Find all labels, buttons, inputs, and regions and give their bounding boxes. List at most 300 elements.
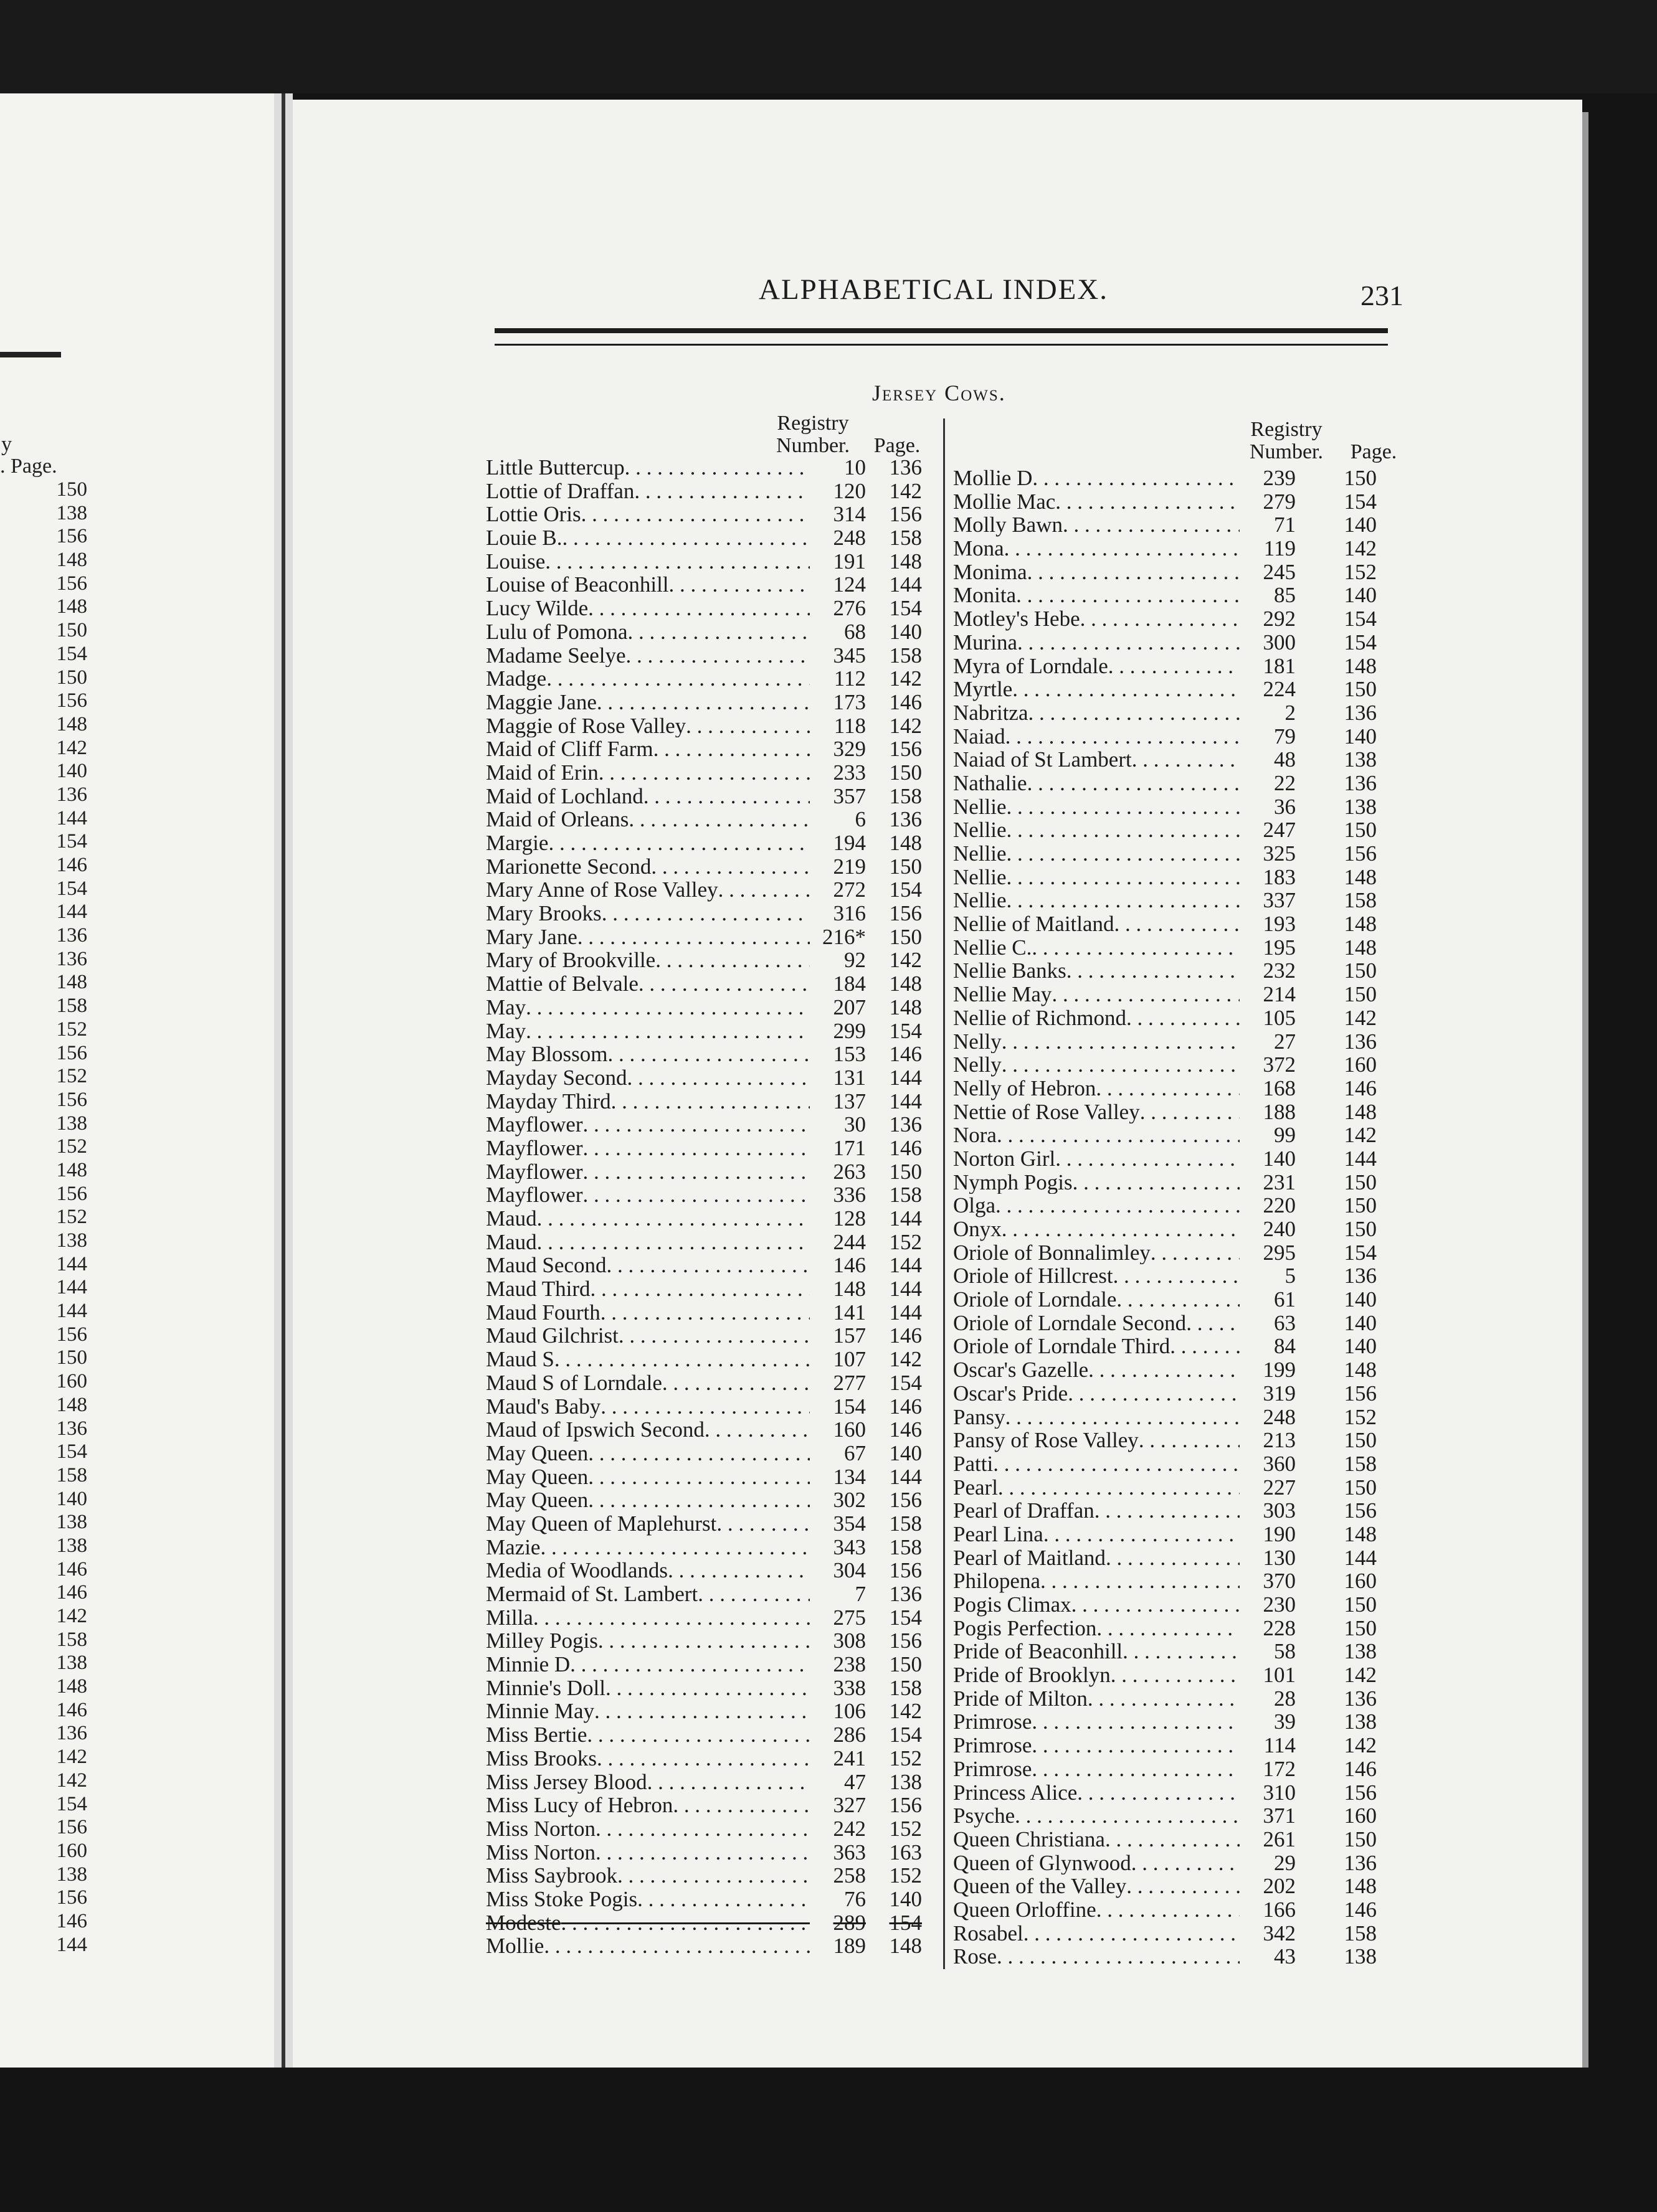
index-entry bbox=[953, 842, 1377, 866]
leader-dots bbox=[1088, 1358, 1240, 1382]
registry-number: 171 bbox=[833, 1135, 866, 1160]
leader-dots bbox=[596, 1817, 810, 1841]
page-reference: 140 bbox=[1344, 1287, 1377, 1312]
cow-name: May bbox=[486, 1019, 526, 1043]
right-page-header: Page. bbox=[1350, 440, 1397, 463]
left-page-page-number: 156 bbox=[56, 1816, 87, 1839]
registry-number: 92 bbox=[844, 948, 866, 973]
entry-name-cell bbox=[486, 1512, 810, 1536]
left-page-page-number: 154 bbox=[56, 830, 87, 853]
registry-number: 241 bbox=[833, 1746, 866, 1770]
page-reference: 154 bbox=[889, 1910, 922, 1935]
index-entry bbox=[953, 1264, 1377, 1288]
leader-dots bbox=[1094, 1499, 1240, 1523]
entry-name-cell bbox=[486, 456, 810, 480]
leader-dots bbox=[570, 1653, 810, 1676]
leader-dots bbox=[1027, 772, 1240, 795]
entry-name-cell bbox=[486, 1231, 810, 1254]
page-reference: 136 bbox=[1344, 1264, 1377, 1288]
cow-name: Oriole of Lorndale Third bbox=[953, 1335, 1170, 1359]
left-page-page-number: 148 bbox=[56, 1158, 87, 1181]
cow-name: Maud Gilchrist bbox=[486, 1324, 619, 1348]
entry-name-cell bbox=[486, 1934, 810, 1958]
cow-name: Miss Norton bbox=[486, 1817, 596, 1841]
index-entry bbox=[953, 1217, 1377, 1241]
entry-name-cell bbox=[486, 1606, 810, 1630]
entry-name-cell bbox=[953, 513, 1240, 537]
left-page-page-number: 158 bbox=[56, 995, 87, 1018]
page-reference: 154 bbox=[1344, 1240, 1377, 1265]
leader-dots bbox=[588, 1488, 810, 1512]
cow-name: Miss Brooks bbox=[486, 1746, 597, 1770]
registry-number: 277 bbox=[833, 1370, 866, 1395]
entry-name-cell bbox=[953, 1194, 1240, 1217]
page-reference: 140 bbox=[1344, 513, 1377, 537]
page-reference: 144 bbox=[889, 1206, 922, 1231]
leader-dots bbox=[1113, 1264, 1240, 1288]
leader-dots bbox=[587, 1723, 810, 1747]
leader-dots bbox=[637, 1888, 810, 1911]
cow-name: Maud S of Lorndale bbox=[486, 1371, 662, 1395]
registry-number: 329 bbox=[833, 737, 866, 762]
index-entry bbox=[953, 959, 1377, 983]
page-reference: 150 bbox=[1344, 1615, 1377, 1640]
right-registry-header: Registry Number. bbox=[1249, 418, 1324, 463]
leader-dots bbox=[653, 737, 810, 761]
cow-name: Philopena bbox=[953, 1569, 1040, 1594]
registry-number: 238 bbox=[833, 1652, 866, 1677]
registry-number: 272 bbox=[833, 877, 866, 902]
index-entry bbox=[953, 1898, 1377, 1922]
entry-name-cell bbox=[486, 1653, 810, 1676]
entry-name-cell bbox=[953, 1241, 1240, 1265]
page-reference: 138 bbox=[1344, 1944, 1377, 1969]
entry-name-cell bbox=[486, 1442, 810, 1465]
index-entry bbox=[486, 1559, 922, 1582]
registry-number: 131 bbox=[833, 1065, 866, 1090]
leader-dots bbox=[599, 761, 810, 785]
index-entry bbox=[486, 1418, 922, 1442]
leader-dots bbox=[583, 1113, 810, 1137]
leader-dots bbox=[591, 1277, 810, 1301]
page-reference: 136 bbox=[889, 1112, 922, 1137]
cow-name: Queen Orloffine bbox=[953, 1898, 1096, 1922]
entry-name-cell bbox=[953, 1288, 1240, 1312]
registry-number: 140 bbox=[1263, 1146, 1296, 1171]
entry-name-cell bbox=[486, 503, 810, 526]
index-entry bbox=[953, 889, 1377, 912]
entry-name-cell bbox=[486, 1348, 810, 1371]
cow-name: Lottie Oris bbox=[486, 503, 581, 527]
cow-name: Miss Jersey Blood bbox=[486, 1770, 647, 1794]
leader-dots bbox=[597, 691, 810, 714]
entry-name-cell bbox=[486, 691, 810, 714]
leader-dots bbox=[1126, 1006, 1240, 1030]
registry-number: 193 bbox=[1263, 912, 1296, 937]
leader-dots bbox=[1106, 1546, 1240, 1570]
left-page-page-number: 142 bbox=[56, 736, 87, 759]
index-entry bbox=[953, 912, 1377, 936]
index-entry bbox=[953, 560, 1377, 584]
cow-name: Nellie C. bbox=[953, 935, 1032, 960]
index-entry bbox=[953, 983, 1377, 1006]
entry-name-cell bbox=[486, 1371, 810, 1395]
registry-number: 261 bbox=[1263, 1827, 1296, 1851]
page-reference: 156 bbox=[889, 1628, 922, 1653]
entry-name-cell bbox=[486, 1113, 810, 1137]
cow-name: Milla bbox=[486, 1605, 533, 1630]
cow-name: Rose bbox=[953, 1945, 997, 1969]
index-entry bbox=[486, 1348, 922, 1371]
leader-dots bbox=[601, 1301, 810, 1325]
registry-number: 363 bbox=[833, 1840, 866, 1865]
page-reference: 140 bbox=[1344, 724, 1377, 749]
index-entry bbox=[953, 1569, 1377, 1593]
registry-number: 279 bbox=[1263, 489, 1296, 514]
index-entry bbox=[486, 1606, 922, 1630]
page-reference: 136 bbox=[889, 455, 922, 480]
index-entry bbox=[486, 1747, 922, 1770]
page-reference: 142 bbox=[889, 1347, 922, 1372]
cow-name: Mayflower bbox=[486, 1136, 583, 1160]
page-reference: 156 bbox=[889, 1558, 922, 1583]
registry-number: 310 bbox=[1263, 1780, 1296, 1805]
entry-name-cell bbox=[953, 748, 1240, 772]
left-page-page-number: 148 bbox=[56, 1393, 87, 1416]
entry-name-cell bbox=[953, 1851, 1240, 1875]
entry-name-cell bbox=[953, 818, 1240, 842]
entry-name-cell bbox=[486, 972, 810, 996]
index-entry bbox=[953, 866, 1377, 889]
left-page-page-number: 146 bbox=[56, 1581, 87, 1604]
page-reference: 148 bbox=[889, 831, 922, 855]
index-entry bbox=[486, 691, 922, 714]
index-entry bbox=[953, 513, 1377, 537]
index-entry bbox=[486, 1864, 922, 1888]
registry-number: 248 bbox=[833, 526, 866, 551]
index-entry bbox=[486, 573, 922, 597]
index-entry bbox=[953, 1922, 1377, 1945]
index-entry bbox=[953, 795, 1377, 819]
left-page-page-number: 140 bbox=[56, 1487, 87, 1510]
cow-name: Mary Jane bbox=[486, 925, 577, 949]
page-reference: 146 bbox=[1344, 1756, 1377, 1781]
index-entry bbox=[953, 537, 1377, 560]
page-reference: 156 bbox=[889, 1488, 922, 1513]
cow-name: Mayflower bbox=[486, 1183, 583, 1208]
page-reference: 156 bbox=[1344, 1381, 1377, 1406]
entry-name-cell bbox=[953, 1217, 1240, 1241]
registry-number: 107 bbox=[833, 1347, 866, 1372]
cow-name: Nellie of Richmond bbox=[953, 1006, 1127, 1030]
registry-number: 166 bbox=[1263, 1897, 1296, 1922]
left-page-page-number: 138 bbox=[56, 1229, 87, 1252]
leader-dots bbox=[1108, 655, 1240, 678]
entry-name-cell bbox=[486, 1888, 810, 1911]
index-entry bbox=[953, 1640, 1377, 1663]
registry-number: 7 bbox=[855, 1582, 866, 1606]
header-rule-thick bbox=[495, 328, 1388, 333]
leader-dots bbox=[617, 1864, 810, 1888]
registry-number: 30 bbox=[844, 1112, 866, 1137]
registry-number: 5 bbox=[1284, 1264, 1296, 1288]
page-reference: 146 bbox=[889, 1417, 922, 1442]
registry-number: 327 bbox=[833, 1793, 866, 1818]
cow-name: Oriole of Bonnalimley bbox=[953, 1241, 1151, 1265]
index-entry bbox=[953, 1335, 1377, 1358]
registry-number: 28 bbox=[1274, 1686, 1296, 1711]
index-entry bbox=[486, 1465, 922, 1489]
left-page-page-number: 146 bbox=[56, 854, 87, 876]
entry-name-cell bbox=[486, 667, 810, 691]
entry-name-cell bbox=[486, 1301, 810, 1325]
page-reference: 150 bbox=[1344, 1592, 1377, 1617]
cow-name: Nymph Pogis bbox=[953, 1170, 1073, 1194]
registry-number: 190 bbox=[1263, 1521, 1296, 1546]
left-page-page-number: 156 bbox=[56, 1088, 87, 1111]
cow-name: Pearl bbox=[953, 1475, 998, 1500]
cow-name: Maud S bbox=[486, 1348, 554, 1371]
cow-name: Oscar's Pride bbox=[953, 1381, 1068, 1406]
page-reference: 156 bbox=[889, 1793, 922, 1818]
cow-name: Mayday Third bbox=[486, 1089, 611, 1113]
index-entry bbox=[953, 1874, 1377, 1898]
leader-dots bbox=[583, 1137, 810, 1160]
left-page-page-number: 154 bbox=[56, 877, 87, 900]
entry-name-cell bbox=[486, 785, 810, 808]
cow-name: Maid of Cliff Farm bbox=[486, 737, 653, 761]
leader-dots bbox=[1032, 1710, 1240, 1734]
left-page-page-number: 156 bbox=[56, 1886, 87, 1909]
index-entry bbox=[953, 631, 1377, 655]
cow-name: Lottie of Draffan bbox=[486, 479, 635, 503]
index-entry bbox=[486, 1723, 922, 1747]
page-reference: 146 bbox=[1344, 1075, 1377, 1100]
entry-name-cell bbox=[486, 550, 810, 574]
page-reference: 146 bbox=[889, 1394, 922, 1419]
index-entry bbox=[486, 526, 922, 550]
entry-name-cell bbox=[953, 1640, 1240, 1663]
page-reference: 156 bbox=[889, 502, 922, 527]
entry-name-cell bbox=[953, 1687, 1240, 1711]
leader-dots bbox=[698, 1582, 810, 1606]
index-entry bbox=[486, 480, 922, 503]
index-entry bbox=[953, 1687, 1377, 1711]
registry-number: 342 bbox=[1263, 1921, 1296, 1945]
page-reference: 144 bbox=[889, 1253, 922, 1278]
index-entry bbox=[486, 550, 922, 574]
registry-number: 244 bbox=[833, 1229, 866, 1254]
index-entry bbox=[486, 1770, 922, 1794]
leader-dots bbox=[583, 1160, 810, 1184]
index-entry bbox=[486, 785, 922, 808]
entry-name-cell bbox=[953, 1898, 1240, 1922]
index-entry bbox=[953, 1828, 1377, 1851]
index-entry bbox=[486, 1207, 922, 1231]
leader-dots bbox=[1140, 1100, 1240, 1124]
registry-number: 316 bbox=[833, 901, 866, 926]
leader-dots bbox=[1096, 1617, 1240, 1640]
cow-name: Psyche bbox=[953, 1804, 1015, 1828]
leader-dots bbox=[995, 1194, 1240, 1217]
page-reference: 150 bbox=[1344, 1170, 1377, 1194]
index-entry bbox=[486, 972, 922, 996]
registry-number: 286 bbox=[833, 1723, 866, 1747]
left-page-page-number: 144 bbox=[56, 1276, 87, 1299]
leader-dots bbox=[1040, 1569, 1240, 1593]
registry-number: 314 bbox=[833, 502, 866, 527]
leader-dots bbox=[626, 644, 810, 668]
index-entry bbox=[953, 1781, 1377, 1805]
page-reference: 148 bbox=[1344, 1874, 1377, 1899]
registry-number: 258 bbox=[833, 1863, 866, 1888]
cow-name: Pansy bbox=[953, 1405, 1005, 1429]
registry-number: 336 bbox=[833, 1183, 866, 1208]
registry-number: 154 bbox=[833, 1394, 866, 1419]
page-reference: 154 bbox=[889, 596, 922, 621]
left-page-page-number: 158 bbox=[56, 1628, 87, 1651]
entry-name-cell bbox=[953, 866, 1240, 889]
index-entry bbox=[953, 1053, 1377, 1077]
leader-dots bbox=[588, 1465, 810, 1489]
index-entry bbox=[486, 620, 922, 644]
leader-dots bbox=[596, 1841, 810, 1865]
cow-name: Pearl Lina bbox=[953, 1522, 1043, 1546]
cow-name: Madame Seelye bbox=[486, 643, 626, 668]
cow-name: Queen Christiana bbox=[953, 1827, 1105, 1851]
registry-number: 232 bbox=[1263, 958, 1296, 983]
leader-dots bbox=[1151, 1241, 1240, 1265]
registry-number: 39 bbox=[1274, 1709, 1296, 1734]
registry-number: 228 bbox=[1263, 1615, 1296, 1640]
cow-name: Maud of Ipswich Second bbox=[486, 1418, 705, 1442]
page-reference: 142 bbox=[1344, 1733, 1377, 1758]
cow-name: Naiad bbox=[953, 724, 1005, 749]
registry-number: 128 bbox=[833, 1206, 866, 1231]
cow-name: Maud Second bbox=[486, 1254, 607, 1278]
cow-name: Onyx bbox=[953, 1217, 1002, 1241]
registry-number: 370 bbox=[1263, 1569, 1296, 1594]
cow-name: Louise of Beaconhill bbox=[486, 573, 669, 597]
page-reference: 158 bbox=[889, 1675, 922, 1700]
cow-name: Mary of Brookville bbox=[486, 948, 656, 973]
registry-number: 195 bbox=[1263, 935, 1296, 960]
registry-number: 292 bbox=[1263, 607, 1296, 631]
registry-number: 183 bbox=[1263, 864, 1296, 889]
index-entry bbox=[486, 996, 922, 1019]
index-entry bbox=[953, 1617, 1377, 1640]
left-page-page-number: 154 bbox=[56, 642, 87, 665]
index-entry bbox=[486, 1512, 922, 1536]
cow-name: Mary Anne of Rose Valley bbox=[486, 878, 718, 902]
entry-name-cell bbox=[953, 1945, 1240, 1969]
page-reference: 142 bbox=[889, 1699, 922, 1724]
page-reference: 150 bbox=[1344, 818, 1377, 843]
page-reference: 150 bbox=[1344, 1827, 1377, 1851]
leader-dots bbox=[993, 1452, 1240, 1476]
page-reference: 158 bbox=[889, 1183, 922, 1208]
cow-name: May Queen bbox=[486, 1441, 589, 1465]
entry-name-cell bbox=[953, 1030, 1240, 1054]
entry-name-cell bbox=[486, 1042, 810, 1066]
entry-name-cell bbox=[953, 1077, 1240, 1100]
page-reference: 144 bbox=[1344, 1146, 1377, 1171]
page-reference: 150 bbox=[1344, 982, 1377, 1007]
registry-number: 27 bbox=[1274, 1029, 1296, 1054]
index-entry bbox=[953, 1452, 1377, 1476]
cow-name: Pearl of Draffan bbox=[953, 1499, 1094, 1523]
leader-dots bbox=[662, 1371, 810, 1395]
leader-dots bbox=[634, 480, 810, 503]
entry-name-cell bbox=[953, 1569, 1240, 1593]
index-entry bbox=[953, 1429, 1377, 1452]
page-reference: 154 bbox=[889, 877, 922, 902]
leader-dots bbox=[602, 902, 810, 925]
registry-number: 63 bbox=[1274, 1310, 1296, 1335]
left-page-page-number: 146 bbox=[56, 1698, 87, 1721]
page-reference: 144 bbox=[889, 1277, 922, 1302]
cow-name: Mermaid of St. Lambert bbox=[486, 1582, 698, 1606]
page-reference: 136 bbox=[889, 1582, 922, 1606]
page-reference: 150 bbox=[889, 854, 922, 879]
cow-name: Lucy Wilde bbox=[486, 597, 589, 620]
page-reference: 150 bbox=[889, 1159, 922, 1184]
cow-name: Monita bbox=[953, 584, 1017, 608]
index-entry bbox=[486, 1137, 922, 1160]
page-reference: 150 bbox=[889, 924, 922, 949]
entry-name-cell bbox=[953, 842, 1240, 866]
page-reference: 154 bbox=[889, 1605, 922, 1630]
leader-dots bbox=[540, 1536, 810, 1559]
leader-dots bbox=[1002, 1053, 1240, 1077]
cow-name: Nelly bbox=[953, 1029, 1002, 1054]
page-reference: 138 bbox=[1344, 1709, 1377, 1734]
registry-number: 224 bbox=[1263, 677, 1296, 702]
index-entry bbox=[953, 1593, 1377, 1617]
registry-number: 308 bbox=[833, 1628, 866, 1653]
cow-name: Primrose bbox=[953, 1734, 1032, 1757]
cow-name: Pride of Beaconhill bbox=[953, 1640, 1123, 1664]
registry-number: 245 bbox=[1263, 559, 1296, 584]
cow-name: Rosabel bbox=[953, 1921, 1023, 1945]
registry-number: 214 bbox=[1263, 982, 1296, 1007]
leader-dots bbox=[651, 855, 810, 879]
entry-name-cell bbox=[486, 1488, 810, 1512]
index-entry bbox=[953, 1476, 1377, 1500]
cow-name: Maid of Orleans bbox=[486, 808, 629, 832]
entry-name-cell bbox=[486, 1418, 810, 1442]
entry-name-cell bbox=[486, 855, 810, 879]
index-entry bbox=[486, 1841, 922, 1865]
page-reference: 158 bbox=[1344, 888, 1377, 913]
leader-dots bbox=[1023, 1922, 1240, 1945]
cow-name: Mayflower bbox=[486, 1160, 583, 1184]
left-page-page-number: 148 bbox=[56, 549, 87, 572]
entry-name-cell bbox=[953, 607, 1240, 631]
index-entry bbox=[486, 1277, 922, 1301]
leader-dots bbox=[1096, 1898, 1240, 1922]
registry-number: 106 bbox=[833, 1699, 866, 1724]
leader-dots bbox=[1007, 842, 1240, 866]
registry-number: 146 bbox=[833, 1253, 866, 1278]
cow-name: Louie B. bbox=[486, 526, 563, 550]
page-reference: 154 bbox=[1344, 489, 1377, 514]
entry-name-cell bbox=[953, 912, 1240, 936]
leader-dots bbox=[544, 1934, 810, 1958]
index-entry bbox=[486, 644, 922, 668]
index-entry bbox=[953, 936, 1377, 960]
index-entry bbox=[953, 1171, 1377, 1194]
